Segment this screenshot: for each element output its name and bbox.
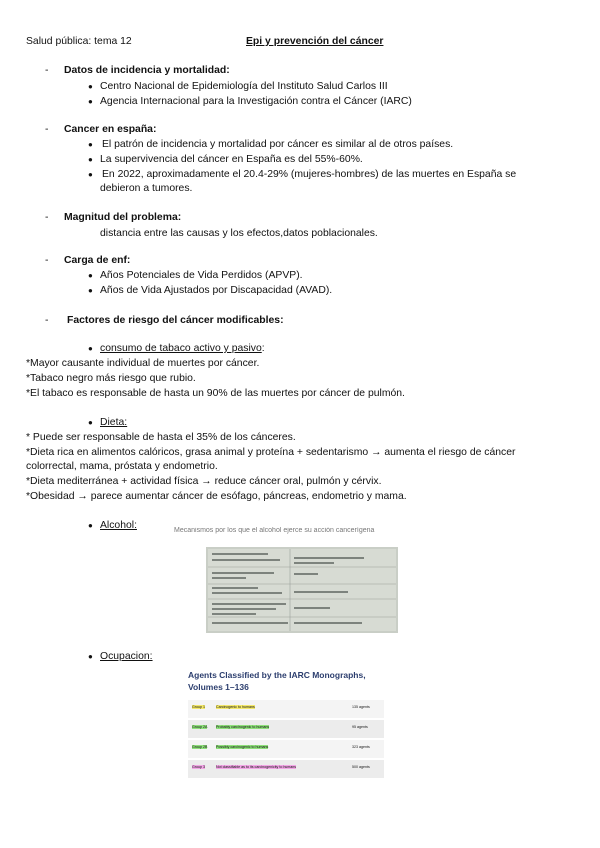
bullet-dot: ● <box>88 97 93 106</box>
tabaco-line: *Tabaco negro más riesgo que rubio. <box>26 373 196 384</box>
carga-heading: Carga de enf: <box>64 255 131 266</box>
iarc-title-1: Agents Classified by the IARC Monographs, <box>188 670 366 680</box>
dash-bullet: - <box>45 65 49 76</box>
dieta-line: * Puede ser responsable de hasta el 35% de los cánceres. <box>26 432 296 443</box>
subject-label: Salud pública: tema 12 <box>26 36 132 47</box>
bullet-dot: ● <box>88 170 93 179</box>
datos-item: Agencia Internacional para la Investigación contra el Cáncer (IARC) <box>100 96 412 107</box>
bullet-dot: ● <box>88 521 93 530</box>
iarc-desc: Probably carcinogenic to humans <box>216 725 270 729</box>
tabaco-line: *Mayor causante individual de muertes por cáncer. <box>26 358 260 369</box>
espana-item: El patrón de incidencia y mortalidad por cáncer es similar al de otros países. <box>102 139 454 150</box>
tabaco-label: consumo de tabaco activo y pasivo <box>100 343 262 354</box>
dieta-label: Dieta: <box>100 417 128 428</box>
bullet-dot: ● <box>88 155 93 164</box>
iarc-count: 135 agents <box>352 705 370 709</box>
alcohol-label: Alcohol: <box>100 520 137 531</box>
magnitud-heading: Magnitud del problema: <box>64 212 182 223</box>
iarc-title-2: Volumes 1–136 <box>188 682 249 692</box>
bullet-dot: ● <box>88 82 93 91</box>
bullet-dot: ● <box>88 271 93 280</box>
iarc-row <box>188 720 384 738</box>
iarc-desc: Possibly carcinogenic to humans <box>216 745 269 749</box>
alcohol-table-photo <box>174 527 404 635</box>
dash-bullet: - <box>45 124 49 135</box>
espana-item: En 2022, aproximadamente el 20.4-29% (mujeres-hombres) de las muertes en España se <box>102 169 517 180</box>
iarc-row <box>188 760 384 778</box>
alcohol-figure-caption: Mecanismos por los que el alcohol ejerce su acción cancerígena <box>174 527 375 534</box>
bullet-dot: ● <box>88 418 93 427</box>
tabaco-label-line <box>100 343 265 354</box>
iarc-count: 95 agents <box>352 725 368 729</box>
bullet-dot: ● <box>88 344 93 353</box>
dieta-line: *Dieta mediterránea + actividad física → reduce cáncer oral, pulmón y cérvix. <box>26 476 382 487</box>
iarc-row <box>188 740 384 758</box>
carga-item: Años Potenciales de Vida Perdidos (APVP). <box>100 270 303 281</box>
dash-bullet: - <box>45 212 49 223</box>
dash-bullet: - <box>45 315 49 326</box>
iarc-group: Group 1 <box>192 705 205 709</box>
dash-bullet: - <box>45 255 49 266</box>
bullet-dot: ● <box>88 652 93 661</box>
page-title: Epi y prevención del cáncer <box>246 36 384 47</box>
tabaco-line: *El tabaco es responsable de hasta un 90% de las muertes por cáncer de pulmón. <box>26 388 405 399</box>
espana-item-cont: debieron a tumores. <box>100 183 193 194</box>
espana-heading: Cancer en españa: <box>64 124 157 135</box>
iarc-desc: Carcinogenic to humans <box>216 705 255 709</box>
tabaco-colon: : <box>261 343 265 354</box>
iarc-desc: Not classifiable as to its carcinogenicity to humans <box>216 765 297 769</box>
ocupacion-label: Ocupacion: <box>100 651 153 662</box>
factores-heading: Factores de riesgo del cáncer modificables: <box>67 315 284 326</box>
bullet-dot: ● <box>88 286 93 295</box>
iarc-count: 323 agents <box>352 745 370 749</box>
carga-item: Años de Vida Ajustados por Discapacidad (AVAD). <box>100 285 333 296</box>
iarc-group: Group 3 <box>192 765 205 769</box>
alcohol-figure <box>174 527 404 635</box>
bullet-dot: ● <box>88 140 93 149</box>
dieta-line: *Dieta rica en alimentos calóricos, grasa animal y proteína + sedentarismo → aumenta el riesgo de cáncer <box>26 447 516 458</box>
dieta-line: colorrectal, mama, próstata y endometrio. <box>26 461 218 472</box>
espana-item: La supervivencia del cáncer en España es del 55%-60%. <box>100 154 363 165</box>
iarc-row <box>188 700 384 718</box>
iarc-group: Group 2B <box>192 745 208 749</box>
magnitud-text: distancia entre las causas y los efectos,datos poblacionales. <box>100 228 378 239</box>
datos-heading: Datos de incidencia y mortalidad: <box>64 65 230 76</box>
datos-item: Centro Nacional de Epidemiología del Instituto Salud Carlos III <box>100 81 388 92</box>
dieta-line: *Obesidad → parece aumentar cáncer de esófago, páncreas, endometrio y mama. <box>26 491 407 502</box>
iarc-figure <box>186 668 386 780</box>
iarc-group: Group 2A <box>192 725 208 729</box>
iarc-count: 500 agents <box>352 765 370 769</box>
